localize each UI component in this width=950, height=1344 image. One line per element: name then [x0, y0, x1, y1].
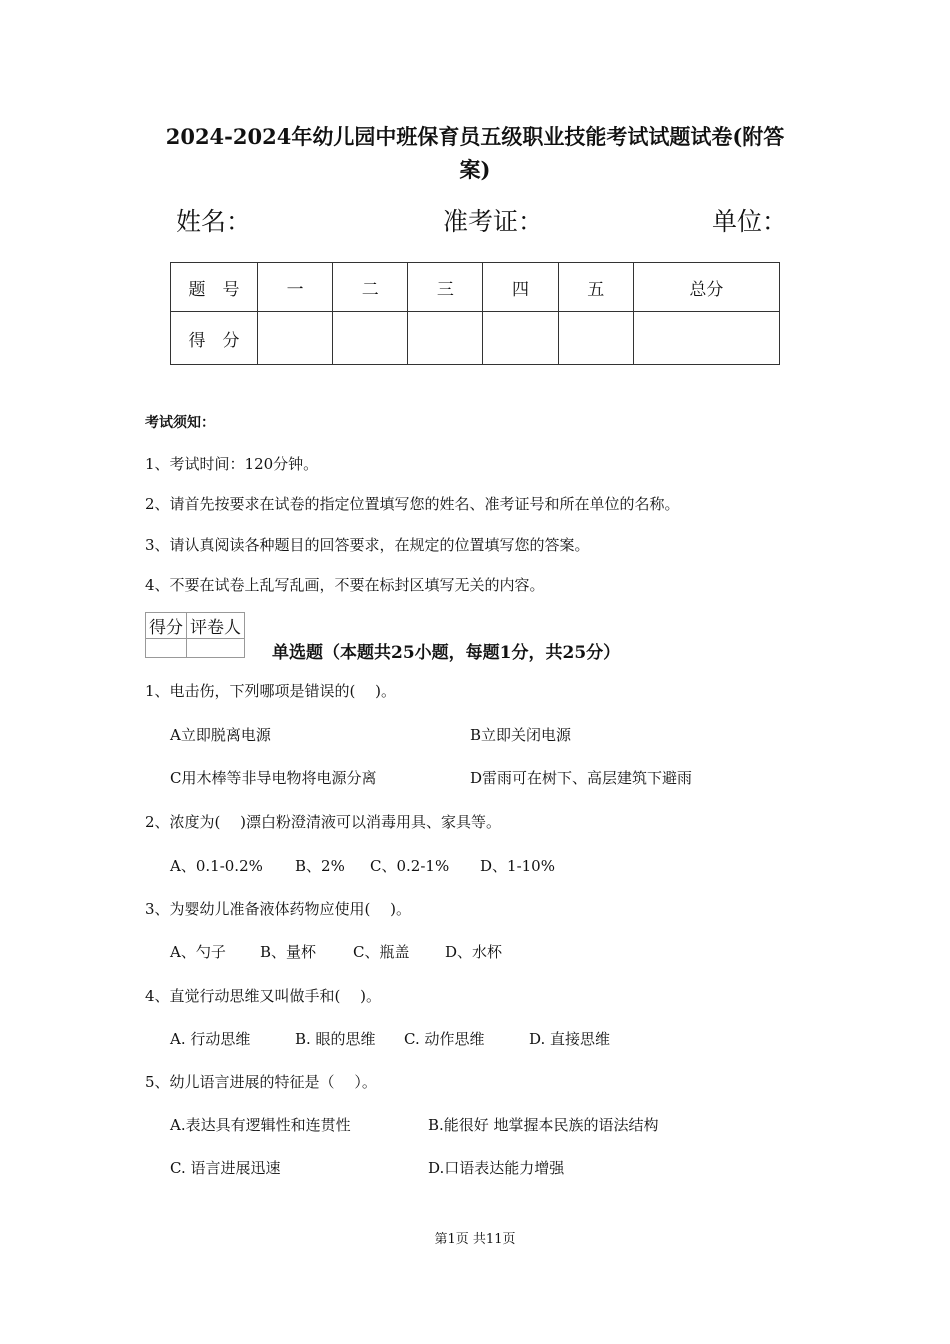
notice-item: 2、请首先按要求在试卷的指定位置填写您的姓名、准考证号和所在单位的名称。	[145, 495, 680, 513]
question-option: D.口语表达能力增强	[428, 1159, 565, 1177]
question-option: C、0.2-1%	[370, 857, 450, 875]
score-table-score-cell[interactable]	[408, 312, 483, 365]
question-stem: 4、直觉行动思维又叫做手和( )。	[145, 987, 382, 1005]
grader-box	[145, 612, 245, 658]
notice-item: 4、不要在试卷上乱写乱画，不要在标封区填写无关的内容。	[145, 576, 545, 594]
score-table	[170, 262, 780, 365]
question-option: B、2%	[295, 857, 345, 875]
grader-name-cell[interactable]	[187, 639, 245, 658]
question-stem: 3、为婴幼儿准备液体药物应使用( )。	[145, 900, 412, 918]
exam-title-line-1: 2024-2024年幼儿园中班保育员五级职业技能考试试题试卷(附答	[165, 124, 785, 149]
score-table-score-label: 得 分	[171, 312, 258, 365]
section-title: 单选题（本题共25小题，每题1分，共25分）	[272, 643, 621, 663]
question-stem: 5、幼儿语言进展的特征是（ ）。	[145, 1073, 377, 1091]
question-option: A. 行动思维	[170, 1030, 251, 1048]
score-table-score-cell[interactable]	[633, 312, 779, 365]
question-option: D雷雨可在树下、高层建筑下避雨	[470, 769, 693, 787]
page-footer: 第1页 共11页	[434, 1232, 516, 1247]
grader-name-label: 评卷人	[187, 613, 245, 639]
name-field-label: 姓名：	[176, 207, 252, 236]
unit-field-label: 单位：	[712, 207, 788, 236]
score-table-header-cell: 一	[258, 263, 333, 312]
grader-score-cell[interactable]	[146, 639, 187, 658]
exam-title	[150, 120, 800, 186]
question-option: B、量杯	[260, 943, 317, 961]
score-table-header-cell: 总分	[633, 263, 779, 312]
score-table-header-cell: 四	[483, 263, 558, 312]
notice-item: 3、请认真阅读各种题目的回答要求，在规定的位置填写您的答案。	[145, 536, 590, 554]
score-table-header-label: 题 号	[171, 263, 258, 312]
question-option: D、1-10%	[480, 857, 555, 875]
question-option: C. 动作思维	[404, 1030, 485, 1048]
question-option: A、0.1-0.2%	[170, 857, 263, 875]
score-table-score-cell[interactable]	[558, 312, 633, 365]
score-table-score-cell[interactable]	[483, 312, 558, 365]
question-stem: 1、电击伤，下列哪项是错误的( )。	[145, 682, 397, 700]
score-table-header-cell: 五	[558, 263, 633, 312]
question-option: C、瓶盖	[353, 943, 410, 961]
question-option: D、水杯	[445, 943, 503, 961]
score-table-header-cell: 三	[408, 263, 483, 312]
score-table-score-cell[interactable]	[258, 312, 333, 365]
question-option: C用木棒等非导电物将电源分离	[170, 769, 377, 787]
question-stem: 2、浓度为( )漂白粉澄清液可以消毒用具、家具等。	[145, 813, 502, 831]
question-option: C. 语言进展迅速	[170, 1159, 281, 1177]
score-table-score-cell[interactable]	[333, 312, 408, 365]
exam-id-field-label: 准考证：	[443, 207, 544, 236]
exam-title-line-2: 案)	[459, 157, 491, 182]
score-table-header-row	[171, 263, 780, 312]
question-option: B. 眼的思维	[295, 1030, 376, 1048]
question-option: A、勺子	[170, 943, 226, 961]
question-option: A立即脱离电源	[170, 726, 271, 744]
score-table-score-row	[171, 312, 780, 365]
notice-item: 1、考试时间：120分钟。	[145, 455, 319, 473]
question-option: B.能很好 地掌握本民族的语法结构	[428, 1116, 659, 1134]
score-table-header-cell: 二	[333, 263, 408, 312]
question-option: B立即关闭电源	[470, 726, 572, 744]
question-option: D. 直接思维	[529, 1030, 611, 1048]
question-option: A.表达具有逻辑性和连贯性	[170, 1116, 351, 1134]
notice-heading: 考试须知：	[145, 415, 215, 431]
grader-score-label: 得分	[146, 613, 187, 639]
